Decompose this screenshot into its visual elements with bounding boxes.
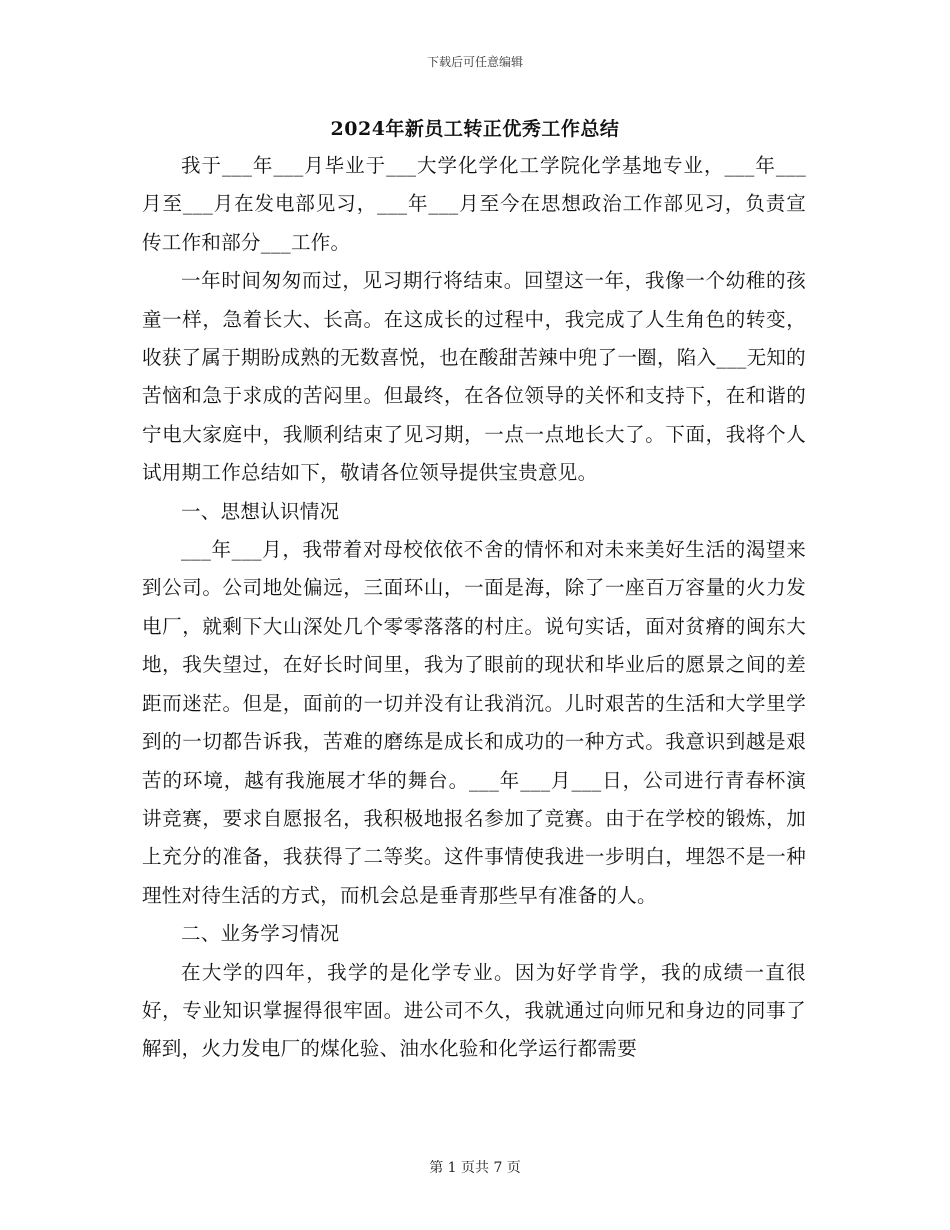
- paragraph-intro: 我于___年___月毕业于___大学化学化工学院化学基地专业，___年___月至___月在发电部见习，___年___月至今在思想政治工作部见习，负责宣传工作和部分___工作。: [142, 154, 806, 254]
- document-title: 2024年新员工转正优秀工作总结: [330, 118, 620, 140]
- section-heading-ideology: 一、思想认识情况: [181, 499, 340, 523]
- document-body: [142, 147, 806, 1069]
- page-indicator: 第 1 页共 7 页: [429, 1160, 521, 1176]
- section-heading-study: 二、业务学习情况: [181, 922, 340, 946]
- paragraph-review: 一年时间匆匆而过，见习期行将结束。回望这一年，我像一个幼稚的孩童一样，急着长大、长高。在这成长的过程中，我完成了人生角色的转变，收获了属于期盼成熟的无数喜悦，也在酸甜苦辣中兜了一圈，陷入___无知的苦恼和急于求成的苦闷里。但最终，在各位领导的关怀和支持下，在和谐的宁电大家庭中，我顺利结束了见习期，一点一点地长大了。下面，我将个人试用期工作总结如下，敬请各位领导提供宝贵意见。: [142, 269, 806, 485]
- paragraph-ideology: ___年___月，我带着对母校依依不舍的情怀和对未来美好生活的渴望来到公司。公司地处偏远，三面环山，一面是海，除了一座百万容量的火力发电厂，就剩下大山深处几个零零落落的村庄。说句实话，面对贫瘠的闽东大地，我失望过，在好长时间里，我为了眼前的现状和毕业后的愿景之间的差距而迷茫。但是，面前的一切并没有让我消沉。儿时艰苦的生活和大学里学到的一切都告诉我，苦难的磨练是成长和成功的一种方式。我意识到越是艰苦的环境，越有我施展才华的舞台。___年___月___日，公司进行青春杯演讲竞赛，要求自愿报名，我积极地报名参加了竞赛。由于在学校的锻炼，加上充分的准备，我获得了二等奖。这件事情使我进一步明白，埋怨不是一种理性对待生活的方式，而机会总是垂青那些早有准备的人。: [142, 538, 806, 907]
- paragraph-study: 在大学的四年，我学的是化学专业。因为好学肯学，我的成绩一直很好，专业知识掌握得很牢固。进公司不久，我就通过向师兄和身边的同事了解到，火力发电厂的煤化验、油水化验和化学运行都需要: [142, 960, 806, 1061]
- header-note: 下载后可任意编辑: [426, 55, 523, 69]
